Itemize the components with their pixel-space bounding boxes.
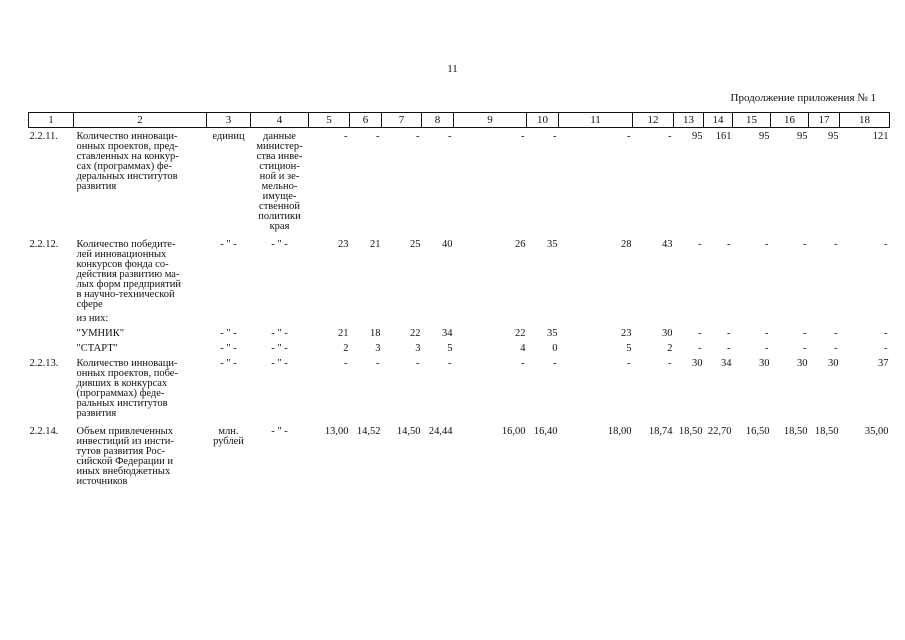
row-unit bbox=[207, 310, 251, 324]
column-header: 9 bbox=[454, 113, 527, 128]
row-value: - bbox=[834, 328, 838, 339]
row-value: 2 bbox=[667, 343, 673, 354]
column-header: 15 bbox=[733, 113, 771, 128]
row-value: 40 bbox=[442, 239, 453, 250]
row-value: 5 bbox=[447, 343, 453, 354]
row-value: 16,00 bbox=[501, 426, 526, 437]
row-value: 95 bbox=[797, 131, 808, 142]
row-value bbox=[559, 310, 633, 324]
row-value: 14,50 bbox=[396, 426, 421, 437]
row-value: - bbox=[344, 131, 348, 142]
column-header: 17 bbox=[809, 113, 840, 128]
row-value: 22 bbox=[515, 328, 526, 339]
row-code bbox=[29, 324, 74, 339]
row-value: 43 bbox=[662, 239, 673, 250]
row-value: 23 bbox=[338, 239, 349, 250]
row-value: 4 bbox=[520, 343, 526, 354]
row-value bbox=[840, 310, 890, 324]
column-header: 7 bbox=[382, 113, 422, 128]
column-header: 18 bbox=[840, 113, 890, 128]
row-code: 2.2.14. bbox=[29, 426, 59, 437]
row-value: 3 bbox=[375, 343, 381, 354]
row-value: - bbox=[553, 358, 557, 369]
row-value: 21 bbox=[370, 239, 381, 250]
row-value: 121 bbox=[872, 131, 889, 142]
row-name: Количество победите- лей инновационных конкурсов фонда со- действия развитию ма- лых форм предприятий в научно-технической сфере bbox=[76, 239, 181, 310]
row-value: - bbox=[698, 343, 702, 354]
row-value: - bbox=[834, 343, 838, 354]
row-value: 30 bbox=[828, 358, 839, 369]
row-value: 23 bbox=[621, 328, 632, 339]
row-value: 14,52 bbox=[356, 426, 381, 437]
table-row bbox=[29, 339, 890, 354]
row-value: 30 bbox=[662, 328, 673, 339]
row-unit: - " - bbox=[220, 358, 237, 369]
row-code bbox=[29, 339, 74, 354]
row-value: - bbox=[668, 131, 672, 142]
column-header: 12 bbox=[633, 113, 674, 128]
table-row bbox=[29, 232, 890, 310]
row-value: - bbox=[668, 358, 672, 369]
row-value: - bbox=[416, 131, 420, 142]
page-number: 11 bbox=[447, 63, 458, 75]
row-code: 2.2.12. bbox=[29, 239, 59, 250]
row-value: 28 bbox=[621, 239, 632, 250]
row-value: 161 bbox=[715, 131, 732, 142]
row-value: 18 bbox=[370, 328, 381, 339]
row-value: 24,44 bbox=[428, 426, 453, 437]
row-value bbox=[704, 310, 733, 324]
row-value: - bbox=[698, 239, 702, 250]
row-value bbox=[454, 310, 527, 324]
row-value: 5 bbox=[626, 343, 632, 354]
row-value bbox=[527, 310, 559, 324]
row-value: - bbox=[727, 239, 731, 250]
row-name: из них: bbox=[76, 313, 109, 324]
row-value: 35 bbox=[547, 328, 558, 339]
row-source: - " - bbox=[271, 239, 288, 250]
row-code bbox=[29, 310, 74, 324]
row-value: - bbox=[765, 328, 769, 339]
row-value: - bbox=[803, 343, 807, 354]
row-value bbox=[809, 310, 840, 324]
row-unit: млн. рублей bbox=[213, 426, 244, 447]
row-value: - bbox=[376, 131, 380, 142]
column-header: 5 bbox=[309, 113, 350, 128]
row-value: 30 bbox=[759, 358, 770, 369]
row-unit: - " - bbox=[220, 239, 237, 250]
row-value bbox=[422, 310, 454, 324]
row-value: 22,70 bbox=[707, 426, 732, 437]
row-source: - " - bbox=[271, 358, 288, 369]
row-value: - bbox=[416, 358, 420, 369]
row-value: - bbox=[834, 239, 838, 250]
row-value: 18,00 bbox=[607, 426, 632, 437]
row-value: - bbox=[448, 358, 452, 369]
row-code: 2.2.13. bbox=[29, 358, 59, 369]
row-value: - bbox=[376, 358, 380, 369]
row-unit: - " - bbox=[220, 343, 237, 354]
row-name: Количество инноваци- онных проектов, побе- дивших в конкурсах (программах) феде- ральных институтов развития bbox=[76, 358, 178, 419]
row-value: 2 bbox=[343, 343, 349, 354]
row-value bbox=[733, 310, 771, 324]
row-value: 18,50 bbox=[814, 426, 839, 437]
row-value: - bbox=[521, 358, 525, 369]
row-value: 18,50 bbox=[783, 426, 808, 437]
row-value: - bbox=[698, 328, 702, 339]
row-value bbox=[674, 310, 704, 324]
row-value: 13,00 bbox=[324, 426, 349, 437]
row-value: - bbox=[727, 343, 731, 354]
row-value: - bbox=[803, 328, 807, 339]
column-header: 2 bbox=[74, 113, 207, 128]
row-value: - bbox=[803, 239, 807, 250]
row-code: 2.2.11. bbox=[29, 131, 58, 142]
table-row bbox=[29, 324, 890, 339]
table-row bbox=[29, 419, 890, 487]
column-header: 14 bbox=[704, 113, 733, 128]
row-value: 95 bbox=[692, 131, 703, 142]
row-value: 35,00 bbox=[864, 426, 889, 437]
row-source: - " - bbox=[271, 328, 288, 339]
row-value: - bbox=[627, 131, 631, 142]
table-row bbox=[29, 354, 890, 419]
row-value: 95 bbox=[828, 131, 839, 142]
row-name: "УМНИК" bbox=[76, 328, 125, 339]
column-header: 8 bbox=[422, 113, 454, 128]
row-name: Объем привлеченных инвестиций из инсти- тутов развития Рос- сийской Федерации и иных внебюджетных источников bbox=[76, 426, 174, 487]
row-value: - bbox=[521, 131, 525, 142]
column-header: 4 bbox=[251, 113, 309, 128]
row-unit: единиц bbox=[212, 131, 245, 142]
row-value: 16,50 bbox=[745, 426, 770, 437]
column-header: 3 bbox=[207, 113, 251, 128]
row-value: - bbox=[765, 343, 769, 354]
row-value bbox=[350, 310, 382, 324]
row-name: Количество инноваци- онных проектов, пред- ставленных на конкур- сах (программах) фе- деральных институтов развития bbox=[76, 131, 179, 192]
row-value: - bbox=[884, 239, 888, 250]
row-value: - bbox=[448, 131, 452, 142]
row-value: - bbox=[765, 239, 769, 250]
row-value: - bbox=[727, 328, 731, 339]
column-header: 6 bbox=[350, 113, 382, 128]
row-name: "СТАРТ" bbox=[76, 343, 118, 354]
row-value: 30 bbox=[797, 358, 808, 369]
row-source: данные министер- ства инве- стицион- ной и зе- мельно- имуще- ственной политики края bbox=[256, 131, 303, 232]
row-value bbox=[309, 310, 350, 324]
row-value bbox=[771, 310, 809, 324]
column-number-row bbox=[29, 113, 890, 128]
table-row bbox=[29, 310, 890, 324]
column-header: 1 bbox=[29, 113, 74, 128]
row-value bbox=[382, 310, 422, 324]
row-value: - bbox=[627, 358, 631, 369]
row-value: 3 bbox=[415, 343, 421, 354]
indicators-table bbox=[28, 112, 890, 487]
row-value: 34 bbox=[442, 328, 453, 339]
row-value: 21 bbox=[338, 328, 349, 339]
column-header: 16 bbox=[771, 113, 809, 128]
row-value: - bbox=[884, 328, 888, 339]
row-value: 18,74 bbox=[648, 426, 673, 437]
row-value: 95 bbox=[759, 131, 770, 142]
column-header: 13 bbox=[674, 113, 704, 128]
row-value: 26 bbox=[515, 239, 526, 250]
row-value: - bbox=[344, 358, 348, 369]
table-row bbox=[29, 128, 890, 233]
row-value: 30 bbox=[692, 358, 703, 369]
row-value: 16,40 bbox=[533, 426, 558, 437]
row-unit: - " - bbox=[220, 328, 237, 339]
row-source: - " - bbox=[271, 426, 288, 437]
row-value: 18,50 bbox=[678, 426, 703, 437]
row-source: - " - bbox=[271, 343, 288, 354]
continuation-label: Продолжение приложения № 1 bbox=[730, 92, 876, 104]
row-value bbox=[633, 310, 674, 324]
row-value: 34 bbox=[721, 358, 732, 369]
column-header: 10 bbox=[527, 113, 559, 128]
row-value: - bbox=[884, 343, 888, 354]
row-source bbox=[251, 310, 309, 324]
row-value: 37 bbox=[878, 358, 889, 369]
row-value: 22 bbox=[410, 328, 421, 339]
column-header: 11 bbox=[559, 113, 633, 128]
row-value: 35 bbox=[547, 239, 558, 250]
row-value: - bbox=[553, 131, 557, 142]
row-value: 25 bbox=[410, 239, 421, 250]
row-value: 0 bbox=[552, 343, 558, 354]
